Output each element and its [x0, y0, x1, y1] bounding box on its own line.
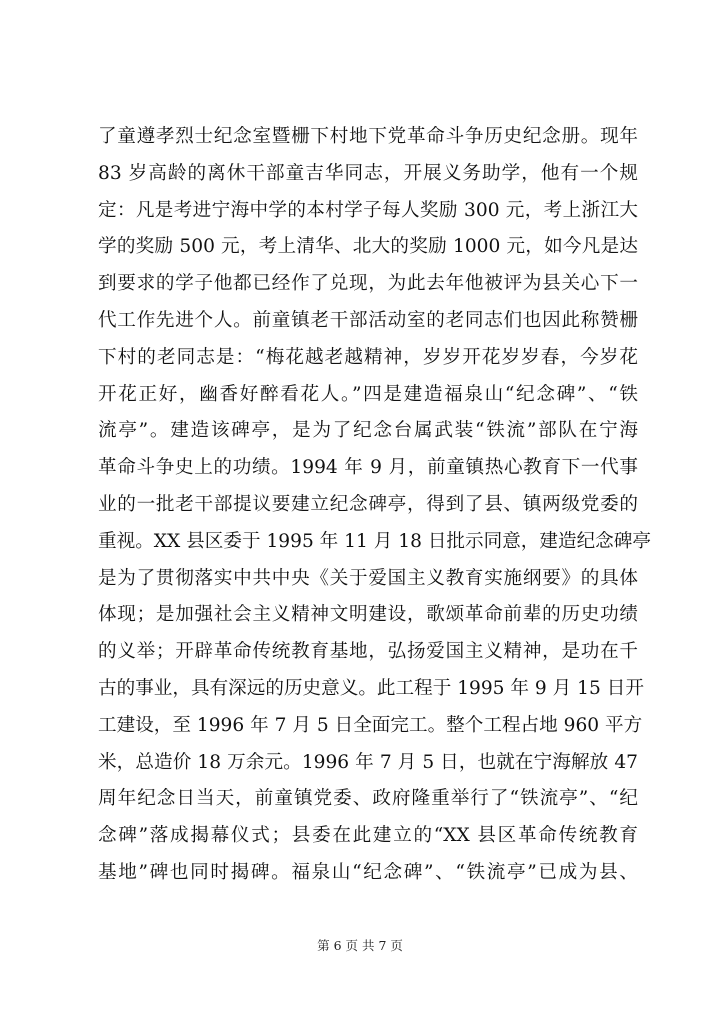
body-text: [98, 119, 651, 892]
text-line: 周年纪念日当天，前童镇党委、政府隆重举行了“铁流亭”、“纪: [98, 788, 638, 810]
text-line: 古的事业，具有深远的历史意义。此工程于 1995 年 9 月 15 日开: [98, 677, 644, 699]
text-line: 开花正好，幽香好醉看花人。”四是建造福泉山“纪念碑”、“铁: [98, 383, 638, 405]
text-line: 到要求的学子他都已经作了兑现，为此去年他被评为县关心下一: [98, 273, 638, 295]
page-footer: [0, 938, 720, 954]
text-line: 流亭”。建造该碑亭，是为了纪念台属武装“铁流”部队在宁海: [98, 420, 638, 442]
text-line: 了童遵孝烈士纪念室暨栅下村地下党革命斗争历史纪念册。现年: [98, 126, 638, 147]
text-line: 念碑”落成揭幕仪式；县委在此建立的“XX 县区革命传统教育: [98, 825, 638, 847]
text-line: 的义举；开辟革命传统教育基地，弘扬爱国主义精神，是功在千: [98, 641, 638, 663]
text-line: 基地”碑也同时揭碑。福泉山“纪念碑”、“铁流亭”已成为县、: [98, 861, 638, 883]
text-line: 工建设，至 1996 年 7 月 5 日全面完工。整个工程占地 960 平方: [98, 714, 643, 736]
text-line: 米，总造价 18 万余元。1996 年 7 月 5 日，也就在宁海解放 47: [98, 751, 638, 773]
text-line: 学的奖励 500 元，考上清华、北大的奖励 1000 元，如今凡是达: [98, 236, 638, 258]
page-number: 第 6 页 共 7 页: [317, 938, 403, 953]
text-line: 革命斗争史上的功绩。1994 年 9 月，前童镇热心教育下一代事: [98, 457, 638, 479]
text-line: 体现；是加强社会主义精神文明建设，歌颂革命前辈的历史功绩: [98, 604, 638, 626]
text-line: 下村的老同志是：“梅花越老越精神，岁岁开花岁岁春，今岁花: [98, 346, 638, 368]
text-line: 代工作先进个人。前童镇老干部活动室的老同志们也因此称赞栅: [98, 309, 638, 331]
text-line: 83 岁高龄的离休干部童吉华同志，开展义务助学，他有一个规: [98, 162, 638, 184]
text-line: 重视。XX 县区委于 1995 年 11 月 18 日批示同意，建造纪念碑亭: [98, 530, 651, 552]
text-line: 定：凡是考进宁海中学的本村学子每人奖励 300 元，考上浙江大: [98, 199, 638, 221]
text-line: 是为了贯彻落实中共中央《关于爱国主义教育实施纲要》的具体: [98, 567, 638, 589]
text-line: 业的一批老干部提议要建立纪念碑亭，得到了县、镇两级党委的: [98, 493, 638, 515]
